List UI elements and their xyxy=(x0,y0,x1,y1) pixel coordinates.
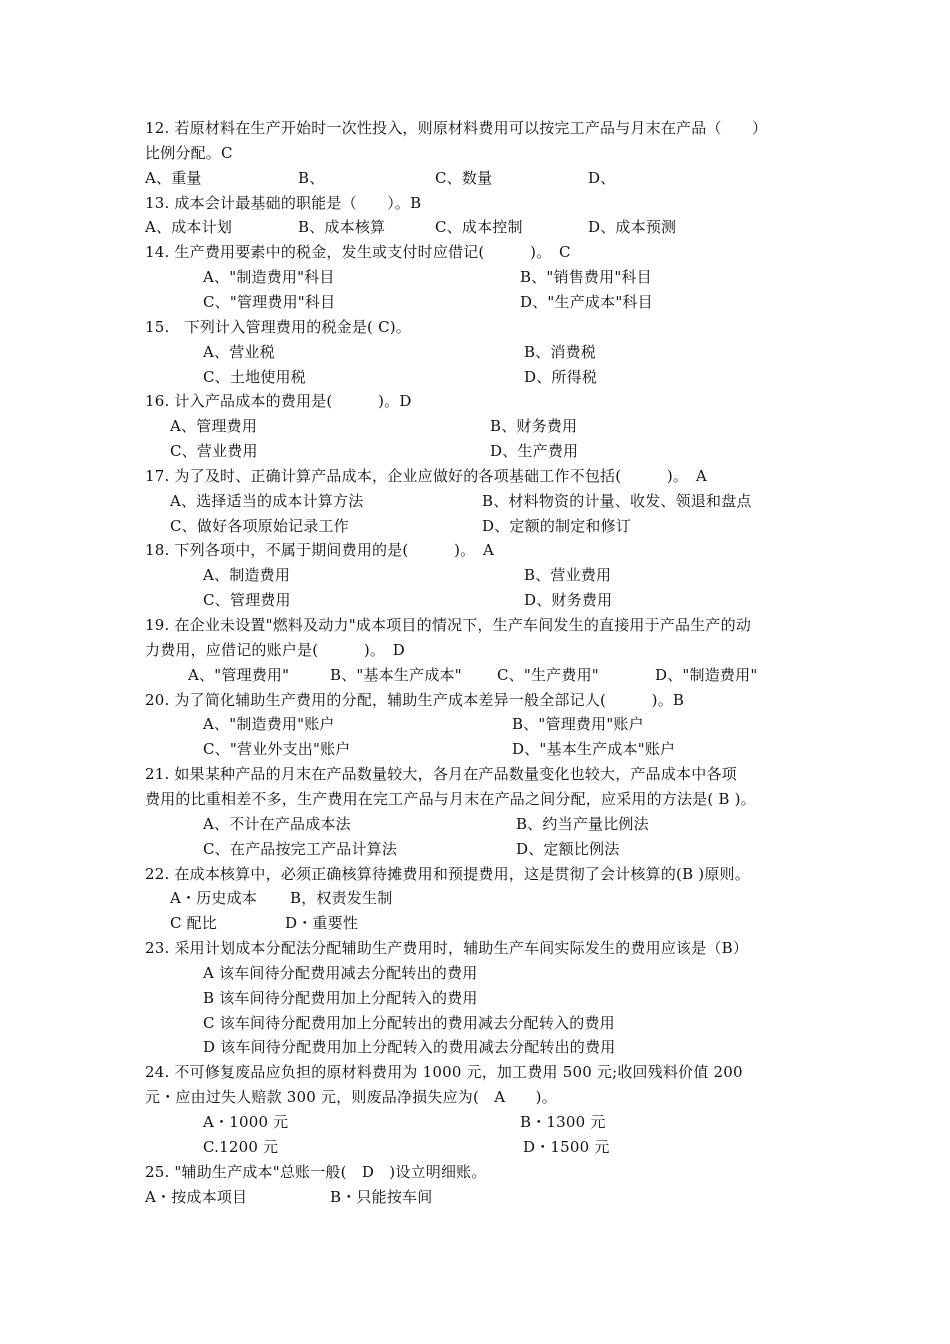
answer-option: B、约当产量比例法 xyxy=(516,815,649,833)
answer-option: B、成本核算 xyxy=(298,218,386,236)
text-line: 17. 为了及时、正确计算产品成本，企业应做好的各项基础工作不包括( )。 A xyxy=(145,467,707,485)
answer-option: A・按成本项目 xyxy=(145,1188,248,1206)
answer-option: C、数量 xyxy=(435,169,493,187)
answer-option: B、消费税 xyxy=(524,343,597,361)
answer-option: D、生产费用 xyxy=(490,442,579,460)
answer-option: B、财务费用 xyxy=(490,417,578,435)
answer-option: C、成本控制 xyxy=(435,218,523,236)
answer-option: A、管理费用 xyxy=(170,417,258,435)
text-line: 18. 下列各项中，不属于期间费用的是( )。 A xyxy=(145,541,495,559)
text-line: 15. 下列计入管理费用的税金是( C)。 xyxy=(145,318,412,336)
answer-option: C、"管理费用"科目 xyxy=(203,293,336,311)
answer-option: A・1000 元 xyxy=(203,1113,289,1131)
answer-option: B、"基本生产成本" xyxy=(330,666,462,684)
answer-option: D、财务费用 xyxy=(524,591,613,609)
answer-option: A、重量 xyxy=(145,169,202,187)
answer-option: D、成本预测 xyxy=(588,218,677,236)
answer-option: A、营业税 xyxy=(203,343,275,361)
text-line: 16. 计入产品成本的费用是( )。D xyxy=(145,392,412,410)
answer-option: A、"管理费用" xyxy=(188,666,290,684)
answer-option: D・重要性 xyxy=(285,914,359,932)
answer-option: B、营业费用 xyxy=(524,566,612,584)
answer-option: C、"生产费用" xyxy=(497,666,599,684)
answer-option: A、选择适当的成本计算方法 xyxy=(170,492,364,510)
answer-option: A、"制造费用"账户 xyxy=(203,715,335,733)
answer-option: A、不计在产品成本法 xyxy=(203,815,351,833)
answer-option: B，权责发生制 xyxy=(290,889,393,907)
text-line: 22. 在成本核算中，必须正确核算待摊费用和预提费用，这是贯彻了会计核算的(B )原则。 xyxy=(145,865,750,883)
text-line: 19. 在企业未设置"燃料及动力"成本项目的情况下，生产车间发生的直接用于产品生产的动 xyxy=(145,616,752,634)
answer-option: C、做好各项原始记录工作 xyxy=(170,517,349,535)
text-line: 费用的比重相差不多，生产费用在完工产品与月末在产品之间分配，应采用的方法是( B )。 xyxy=(145,790,756,808)
answer-option: B、"管理费用"账户 xyxy=(512,715,644,733)
answer-option: C、营业费用 xyxy=(170,442,258,460)
answer-option: C、土地使用税 xyxy=(203,368,306,386)
answer-option: D、"生产成本"科目 xyxy=(520,293,653,311)
answer-option: B・只能按车间 xyxy=(330,1188,433,1206)
text-line: C 该车间待分配费用加上分配转出的费用减去分配转入的费用 xyxy=(203,1014,615,1032)
text-line: 元・应由过失人赔款 300 元，则废品净损失应为( A )。 xyxy=(145,1088,557,1106)
text-line: 23. 采用计划成本分配法分配辅助生产费用时，辅助生产车间实际发生的费用应该是（B） xyxy=(145,939,749,957)
text-line: 25. "辅助生产成本"总账一般( D )设立明细账。 xyxy=(145,1163,487,1181)
answer-option: D、所得税 xyxy=(524,368,598,386)
text-line: 14. 生产费用要素中的税金，发生或支付时应借记( )。 C xyxy=(145,243,571,261)
answer-option: A、制造费用 xyxy=(203,566,291,584)
text-line: 12. 若原材料在生产开始时一次性投入，则原材料费用可以按完工产品与月末在产品（ ） xyxy=(145,119,768,137)
text-line: 13. 成本会计最基础的职能是（ ）。B xyxy=(145,194,422,212)
text-line: 20. 为了简化辅助生产费用的分配，辅助生产成本差异一般全部记人( )。B xyxy=(145,691,685,709)
text-line: 比例分配。C xyxy=(145,144,233,162)
answer-option: C、"营业外支出"账户 xyxy=(203,740,351,758)
text-line: D 该车间待分配费用加上分配转入的费用减去分配转出的费用 xyxy=(203,1038,616,1056)
answer-option: B、 xyxy=(298,169,325,187)
text-line: 24. 不可修复废品应负担的原材料费用为 1000 元，加工费用 500 元;收回残料价值 200 xyxy=(145,1063,743,1081)
answer-option: D、定额比例法 xyxy=(516,840,620,858)
answer-option: B、材料物资的计量、收发、领退和盘点 xyxy=(482,492,752,510)
answer-option: D、"基本生产成本"账户 xyxy=(512,740,676,758)
answer-option: D、定额的制定和修订 xyxy=(482,517,632,535)
answer-option: C.1200 元 xyxy=(203,1138,279,1156)
answer-option: A・历史成本 xyxy=(170,889,258,907)
text-line: A 该车间待分配费用减去分配转出的费用 xyxy=(203,964,478,982)
text-line: 力费用，应借记的账户是( )。 D xyxy=(145,641,406,659)
answer-option: D、 xyxy=(588,169,616,187)
answer-option: A、成本计划 xyxy=(145,218,233,236)
answer-option: C 配比 xyxy=(170,914,218,932)
answer-option: C、管理费用 xyxy=(203,591,291,609)
text-line: 21. 如果某种产品的月末在产品数量较大，各月在产品数量变化也较大，产品成本中各项 xyxy=(145,765,737,783)
answer-option: C、在产品按完工产品计算法 xyxy=(203,840,398,858)
answer-option: A、"制造费用"科目 xyxy=(203,268,335,286)
text-line: B 该车间待分配费用加上分配转入的费用 xyxy=(203,989,478,1007)
answer-option: D、"制造费用" xyxy=(655,666,758,684)
answer-option: B、"销售费用"科目 xyxy=(520,268,652,286)
answer-option: B・1300 元 xyxy=(520,1113,606,1131)
answer-option: D・1500 元 xyxy=(523,1138,610,1156)
